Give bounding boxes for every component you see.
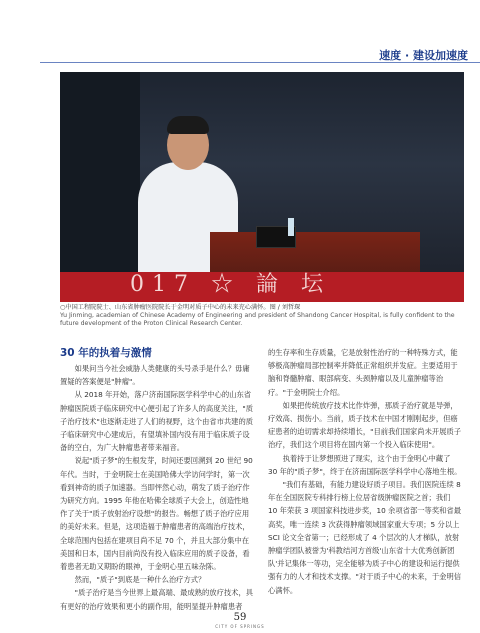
paragraph: "质子治疗是当今世界上最高端、最成熟的放疗技术，具有更好的治疗效果和更小的副作用，能明显提升肿瘤患者 — [60, 588, 254, 611]
caption-chinese: ○中国工程院院士、山东省肿瘤医院院长于金明对质子中心的未来充心满怀。图 / 刘哲琛 — [60, 304, 301, 311]
banner-text: 017 ☆ 論 坛 — [130, 272, 331, 297]
article-column-left — [60, 346, 254, 613]
article-photo — [60, 72, 464, 302]
paragraph: 如果把传统放疗技术比作炸弹，那质子治疗就是导弹，疗效高、损伤小。当前，质子技术在中国才刚刚起步，但癌症患者的迫切需求却持续增长，"目前我们国家尚未开展质子治疗，我们这个项目将在国内第一个投入临床使用"。 — [268, 400, 462, 450]
paragraph: 然而，"质子"到底是一种什么治疗方式？ — [74, 575, 206, 585]
caption-english: Yu Jinming, academian of Chinese Academy of Engineering and president of Shandong Cancer Hospital, is fully confident to the future development of the Proton Clinical Research Center. — [60, 312, 455, 327]
section-divider — [40, 62, 480, 63]
paragraph: 执着持于让梦想照进了现实，这个由于金明心中藏了 30 年的"质子梦"，终于在济南国际医学科学中心落地生根。 — [268, 453, 462, 476]
article-column-right — [268, 346, 462, 597]
background-figure — [60, 72, 140, 302]
section-tag: 速度 · 建设加速度 — [379, 49, 468, 62]
paragraph: 说起"质子梦"的生根发芽，时间还要回溯到 20 世纪 90 年代。当时，于金明院士在美国哈佛大学访问学时，第一次看到神奇的质子加速器。当即怦然心动，萌发了质子治疗作为研究方向。1995 年他在哈佛全球质子大会上，创造性地作了关于"质子放射治疗设想"的报告。畅想了质子治疗应用的美好未来。但是，这项造福于肿瘤患者的高端治疗技术，全球范围内包括在建项目尚不足 70 个，并且大部分集中在美国和日本，国内目前尚没有投入临床应用的质子设备，看着患者无助又期盼的眼神，于金明心里五味杂陈。 — [60, 456, 253, 572]
footer-subtitle: CITY OF SPRINGS — [215, 624, 265, 629]
water-bottle — [288, 218, 294, 236]
paragraph: 的生存率和生存质量，它是放射性治疗的一种特殊方式，能够极高肿瘤局部控制率并降低正常组织并发症。主要适用于脑和脊髓肿瘤、眼部病变、头颈肿瘤以及儿童肿瘤等治疗。"于金明院士介绍。 — [268, 348, 458, 397]
paragraph: 从 2018 年开始，落户济南国际医学科学中心的山东省肿瘤医院质子临床研究中心便引起了许多人的高度关注，"质子治疗技术"也逐渐走进了人们的视野，这个由省市共建的质子临床研究中心建成后，有望填补国内没有用于临床质子设备的空白，为广大肿瘤患者带来福音。 — [60, 390, 254, 453]
photo-caption — [60, 304, 464, 328]
speaker-hair — [167, 116, 209, 134]
page-number: 59 — [233, 612, 247, 623]
paragraph: 如果问当今社会威胁人类健康的头号杀手是什么？毋庸置疑的答案便是"肿瘤"。 — [60, 364, 250, 387]
article-heading: 30 年的执着与激情 — [60, 347, 152, 359]
paragraph: "我们有基础，有能力建设好质子项目。我们医院连续 8 年在全国医院专科排行榜上位居省级肿瘤医院之首；我们 10 年荣获 3 项国家科技进步奖，10 余项省部一等奖和省最高奖，唯一连续 3 次获得肿瘤领域国家重大专项；5 分以上 SCI 论文全省第一；已经形成了 4 个层次的人才梯队，放射肿瘤学团队被誉为'科教结河方首级'山东省十大优秀创新团队'并记集体一等功，完全能够为质子中心的建设和运行提供强有力的人才和技术支撑。"对于质子中心的未来，于金明信心满怀。 — [268, 480, 462, 595]
